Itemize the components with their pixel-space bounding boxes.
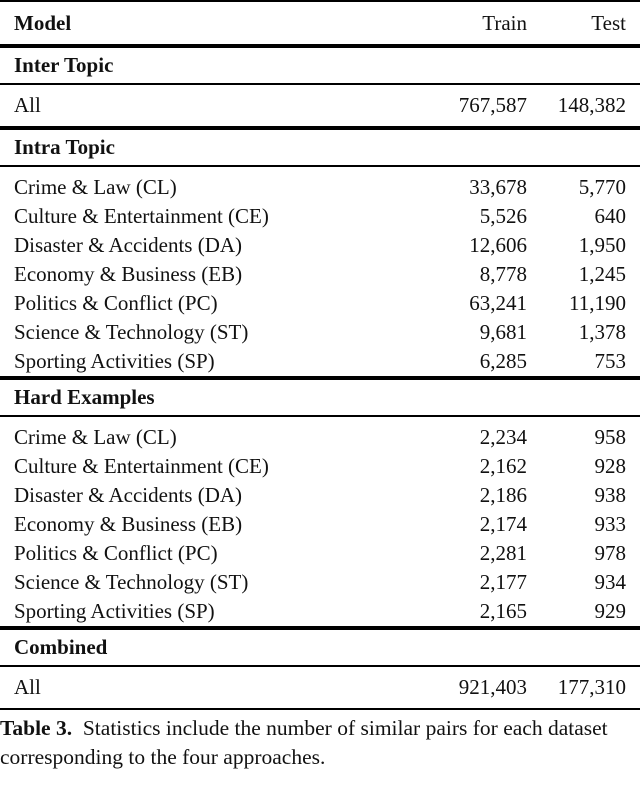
test-value: 5,770 bbox=[578, 175, 626, 199]
table-row bbox=[0, 231, 640, 260]
section-title: Hard Examples bbox=[14, 385, 155, 409]
caption-label: Table 3. bbox=[0, 716, 73, 740]
train-value: 6,285 bbox=[479, 349, 527, 373]
table-row bbox=[0, 481, 640, 510]
test-value: 929 bbox=[594, 599, 626, 623]
section-title: Combined bbox=[14, 635, 108, 659]
row-label: Crime & Law (CL) bbox=[14, 425, 177, 449]
test-value: 1,245 bbox=[578, 262, 626, 286]
row-label: Disaster & Accidents (DA) bbox=[14, 233, 243, 257]
train-value: 2,177 bbox=[479, 570, 527, 594]
test-value: 177,310 bbox=[557, 675, 626, 699]
row-label: Disaster & Accidents (DA) bbox=[14, 483, 243, 507]
test-value: 148,382 bbox=[557, 93, 626, 117]
row-label: Politics & Conflict (PC) bbox=[14, 291, 218, 315]
table-row bbox=[0, 289, 640, 318]
train-value: 2,174 bbox=[479, 512, 527, 536]
table-row bbox=[0, 85, 640, 126]
row-label: Sporting Activities (SP) bbox=[14, 599, 215, 623]
row-label: Economy & Business (EB) bbox=[14, 512, 243, 536]
test-value: 938 bbox=[594, 483, 626, 507]
row-label: Culture & Entertainment (CE) bbox=[14, 454, 269, 478]
header-test: Test bbox=[591, 10, 626, 35]
train-value: 921,403 bbox=[458, 675, 527, 699]
train-value: 5,526 bbox=[479, 204, 527, 228]
table-row bbox=[0, 597, 640, 626]
header-train: Train bbox=[482, 10, 527, 35]
test-value: 640 bbox=[594, 204, 626, 228]
table-row bbox=[0, 539, 640, 568]
row-label: Science & Technology (ST) bbox=[14, 320, 249, 344]
train-value: 2,165 bbox=[479, 599, 527, 623]
train-value: 9,681 bbox=[479, 320, 527, 344]
header-row bbox=[0, 2, 640, 44]
test-value: 978 bbox=[594, 541, 626, 565]
test-value: 1,950 bbox=[578, 233, 626, 257]
row-label: Crime & Law (CL) bbox=[14, 175, 177, 199]
row-label: All bbox=[14, 93, 41, 117]
caption-text: Statistics include the number of similar pairs for each dataset corresponding to the four approaches. bbox=[0, 716, 608, 769]
train-value: 767,587 bbox=[458, 93, 527, 117]
section-header bbox=[0, 130, 640, 165]
row-label: Politics & Conflict (PC) bbox=[14, 541, 218, 565]
table-row bbox=[0, 318, 640, 347]
row-label: Culture & Entertainment (CE) bbox=[14, 204, 269, 228]
test-value: 11,190 bbox=[569, 291, 626, 315]
test-value: 933 bbox=[594, 512, 626, 536]
test-value: 934 bbox=[594, 570, 626, 594]
row-label: Economy & Business (EB) bbox=[14, 262, 243, 286]
table-row bbox=[0, 667, 640, 708]
section-header bbox=[0, 630, 640, 665]
table-row bbox=[0, 260, 640, 289]
table-row bbox=[0, 423, 640, 452]
table-row bbox=[0, 173, 640, 202]
train-value: 63,241 bbox=[469, 291, 527, 315]
table-row bbox=[0, 510, 640, 539]
test-value: 1,378 bbox=[578, 320, 626, 344]
table-row bbox=[0, 347, 640, 376]
row-label: All bbox=[14, 675, 41, 699]
train-value: 8,778 bbox=[479, 262, 527, 286]
section-header bbox=[0, 380, 640, 415]
train-value: 2,234 bbox=[479, 425, 527, 449]
train-value: 33,678 bbox=[469, 175, 527, 199]
train-value: 2,281 bbox=[479, 541, 527, 565]
section-title: Inter Topic bbox=[14, 53, 114, 77]
train-value: 2,186 bbox=[479, 483, 527, 507]
table-row bbox=[0, 568, 640, 597]
section-title: Intra Topic bbox=[14, 135, 115, 159]
test-value: 958 bbox=[594, 425, 626, 449]
test-value: 928 bbox=[594, 454, 626, 478]
table-caption bbox=[0, 710, 640, 772]
table-row bbox=[0, 202, 640, 231]
train-value: 12,606 bbox=[469, 233, 527, 257]
train-value: 2,162 bbox=[479, 454, 527, 478]
test-value: 753 bbox=[594, 349, 626, 373]
section-header bbox=[0, 48, 640, 83]
row-label: Sporting Activities (SP) bbox=[14, 349, 215, 373]
header-model: Model bbox=[14, 10, 72, 35]
row-label: Science & Technology (ST) bbox=[14, 570, 249, 594]
table-row bbox=[0, 452, 640, 481]
